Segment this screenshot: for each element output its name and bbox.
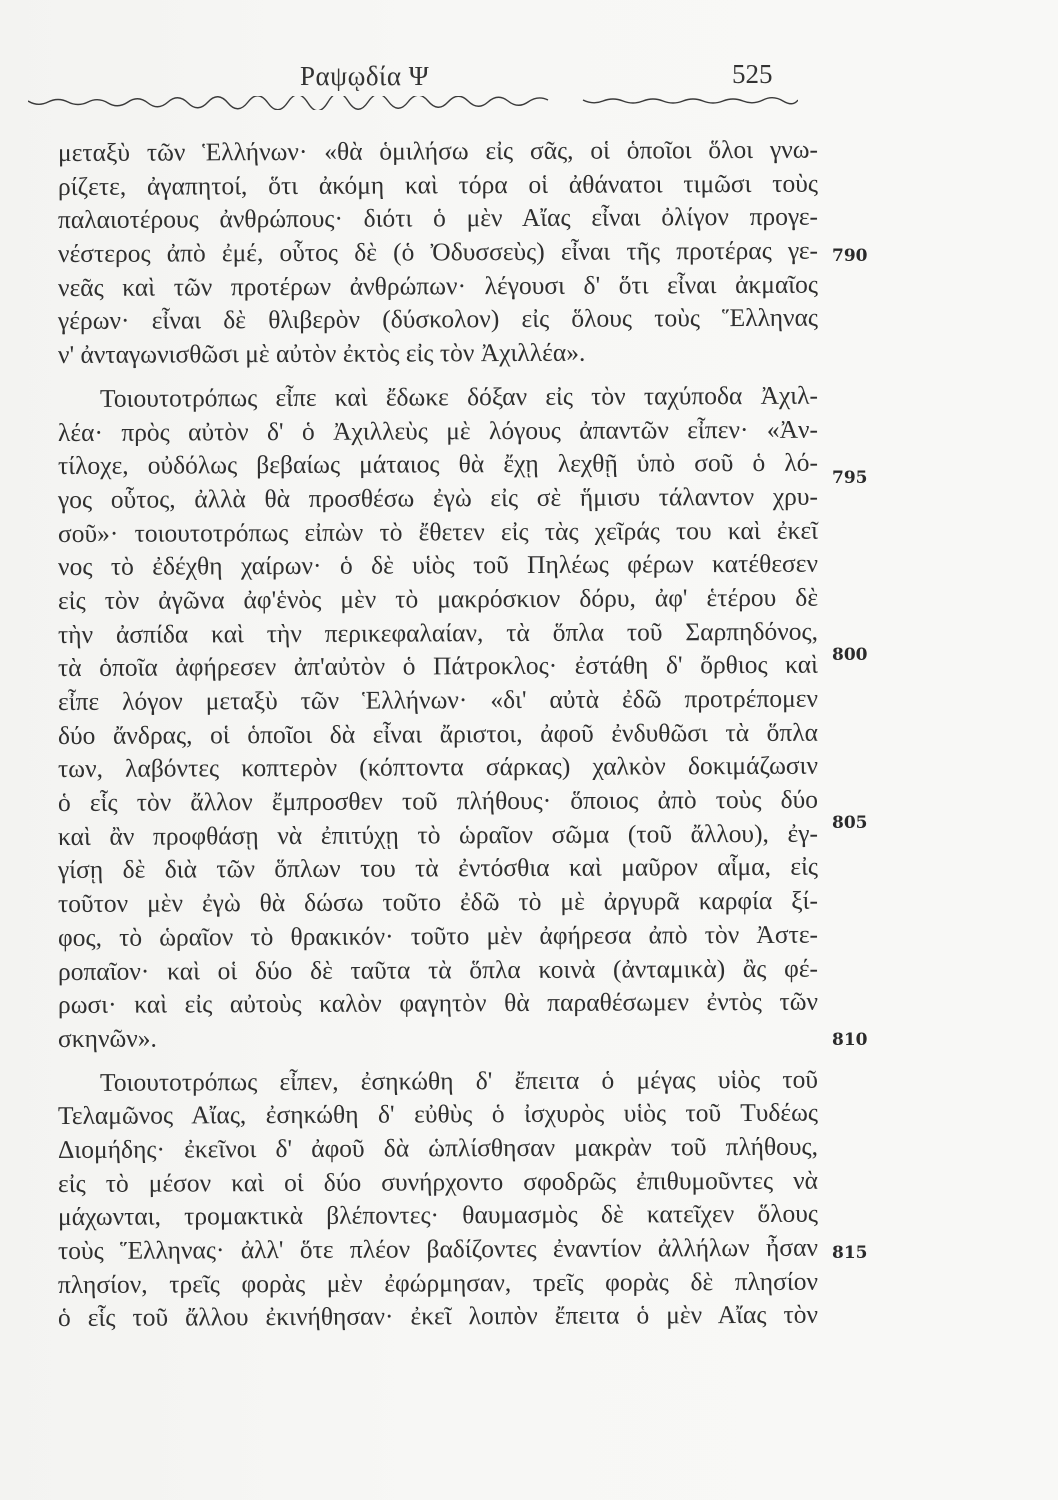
text-line: νος τὸ ἐδέχθη χαίρων· ὁ δὲ υἱὸς τοῦ Πηλέως φέρων κατέθεσεν: [57, 548, 819, 582]
line-number-805: 805: [832, 813, 868, 833]
text-line: σκηνῶν».: [57, 1023, 157, 1053]
text-line: τοὺς Ἕλληνας· ἀλλ' ὅτε πλέον βαδίζοντες ἐναντίον ἀλλήλων ἦσαν: [57, 1232, 819, 1265]
text-line: γίσῃ δὲ διὰ τῶν ὅπλων του τὰ ἐντόσθια καὶ μαῦρον αἷμα, εἰς: [57, 852, 819, 885]
decorative-header-rule: [28, 96, 798, 110]
line-number-790: 790: [832, 246, 868, 266]
text-line: νέστερος ἀπὸ ἐμέ, οὗτος δὲ (ὁ Ὀδυσσεὺς) εἶναι τῆς προτέρας γε-: [57, 235, 819, 269]
text-line: ροπαῖον· καὶ οἱ δύο δὲ ταῦτα τὰ ὅπλα κοινὰ (ἀνταμικὰ) ἂς φέ-: [57, 953, 819, 986]
text-line: γος οὗτος, ἀλλὰ θὰ προσθέσω ἐγὼ εἰς σὲ ἥμισυ τάλαντον χρυ-: [57, 481, 819, 514]
page-number: 525: [732, 59, 773, 89]
text-line: γέρων· εἶναι δὲ θλιβερὸν (δύσκολον) εἰς ὅλους τοὺς Ἕλληνας: [57, 303, 819, 336]
text-line: μεταξὺ τῶν Ἑλλήνων· «θὰ ὁμιλήσω εἰς σᾶς, οἱ ὁποῖοι ὅλοι γνω-: [57, 134, 819, 167]
text-line: εἶπε λόγον μεταξὺ τῶν Ἑλλήνων· «δι' αὐτὰ ἐδῶ προτρέπομεν: [57, 683, 819, 716]
body-text: [58, 136, 818, 1335]
line-number-800: 800: [832, 645, 868, 665]
text-line: των, λαβόντες κοπτερὸν (κόπτοντα σάρκας) χαλκὸν δοκιμάζωσιν: [57, 751, 819, 784]
text-line: φος, τὸ ὡραῖον τὸ θρακικόν· τοῦτο μὲν ἀφήρεσα ἀπὸ τὸν Ἀστε-: [57, 919, 819, 952]
text-line: ρωσι· καὶ εἰς αὐτοὺς καλὸν φαγητὸν θὰ παραθέσωμεν ἐντὸς τῶν: [57, 986, 819, 1020]
text-line: νεᾶς καὶ τῶν προτέρων ἀνθρώπων· λέγουσι δ' ὅτι εἶναι ἀκμαῖος: [57, 269, 819, 302]
page-header: [0, 55, 1058, 95]
running-title: Ραψῳδία Ψ: [300, 61, 430, 91]
text-line: εἰς τὸ μέσον καὶ οἱ δύο συνήρχοντο σφοδρῶς ἐπιθυμοῦντες νὰ: [57, 1165, 819, 1198]
text-line: ὁ εἷς τὸν ἄλλον ἔμπροσθεν τοῦ πλήθους· ὅποιος ἀπὸ τοὺς δύο: [57, 784, 819, 818]
text-line: τοῦτον μὲν ἐγὼ θὰ δώσω τοῦτο ἐδῶ τὸ μὲ ἀργυρᾶ καρφία ξί-: [57, 885, 819, 919]
text-line: τίλοχε, οὐδόλως βεβαίως μάταιος θὰ ἔχῃ λεχθῇ ὑπὸ σοῦ ὁ λό-: [57, 447, 819, 481]
line-number-810: 810: [832, 1030, 868, 1050]
text-line: μάχωνται, τρομακτικὰ βλέποντες· θαυμασμὸς δὲ κατεῖχεν ὅλους: [57, 1198, 819, 1232]
text-line: τὰ ὁποῖα ἀφήρεσεν ἀπ'αὐτὸν ὁ Πάτροκλος· ἐστάθη δ' ὄρθιος καὶ: [57, 649, 819, 683]
text-line: Τοιουτοτρόπως εἶπεν, ἐσηκώθη δ' ἔπειτα ὁ μέγας υἱὸς τοῦ: [99, 1064, 819, 1097]
text-line: τὴν ἀσπίδα καὶ τὴν περικεφαλαίαν, τὰ ὅπλα τοῦ Σαρπηδόνος,: [57, 616, 819, 649]
line-number-815: 815: [832, 1243, 868, 1263]
line-number-795: 795: [832, 468, 868, 488]
text-line: λέα· πρὸς αὐτὸν δ' ὁ Ἀχιλλεὺς μὲ λόγους ἀπαντῶν εἶπεν· «Ἀν-: [57, 414, 819, 447]
text-line: ρίζετε, ἀγαπητοί, ὅτι ἀκόμη καὶ τόρα οἱ ἀθάνατοι τιμῶσι τοὺς: [57, 168, 819, 201]
text-line: Τοιουτοτρόπως εἶπε καὶ ἔδωκε δόξαν εἰς τὸν ταχύποδα Ἀχιλ-: [99, 380, 819, 413]
text-line: παλαιοτέρους ἀνθρώπους· διότι ὁ μὲν Αἴας εἶναι ὀλίγον προγε-: [57, 202, 819, 235]
text-line: ὁ εἷς τοῦ ἄλλου ἐκινήθησαν· ἐκεῖ λοιπὸν ἔπειτα ὁ μὲν Αἴας τὸν: [57, 1300, 819, 1333]
text-line: δύο ἄνδρας, οἱ ὁποῖοι δὰ εἶναι ἄριστοι, ἀφοῦ ἐνδυθῶσι τὰ ὅπλα: [57, 717, 819, 750]
text-line: εἰς τὸν ἀγῶνα ἀφ'ἑνὸς μὲν τὸ μακρόσκιον δόρυ, ἀφ' ἑτέρου δὲ: [57, 582, 819, 615]
text-line: πλησίον, τρεῖς φορὰς μὲν ἐφώρμησαν, τρεῖς φορὰς δὲ πλησίον: [57, 1266, 819, 1299]
text-line: Διομήδης· ἐκεῖνοι δ' ἀφοῦ δὰ ὡπλίσθησαν μακρὰν τοῦ πλήθους,: [57, 1131, 819, 1164]
text-line: ν' ἀνταγωνισθῶσι μὲ αὐτὸν ἐκτὸς εἰς τὸν Ἀχιλλέα».: [57, 337, 586, 370]
text-line: σοῦ»· τοιουτοτρόπως εἰπὼν τὸ ἔθετεν εἰς τὰς χεῖράς του καὶ ἐκεῖ: [57, 515, 819, 548]
text-line: καὶ ἂν προφθάσῃ νὰ ἐπιτύχῃ τὸ ὡραῖον σῶμα (τοῦ ἄλλου), ἐγ-: [57, 818, 819, 851]
text-line: Τελαμῶνος Αἴας, ἐσηκώθη δ' εὐθὺς ὁ ἰσχυρὸς υἱὸς τοῦ Τυδέως: [57, 1097, 819, 1131]
